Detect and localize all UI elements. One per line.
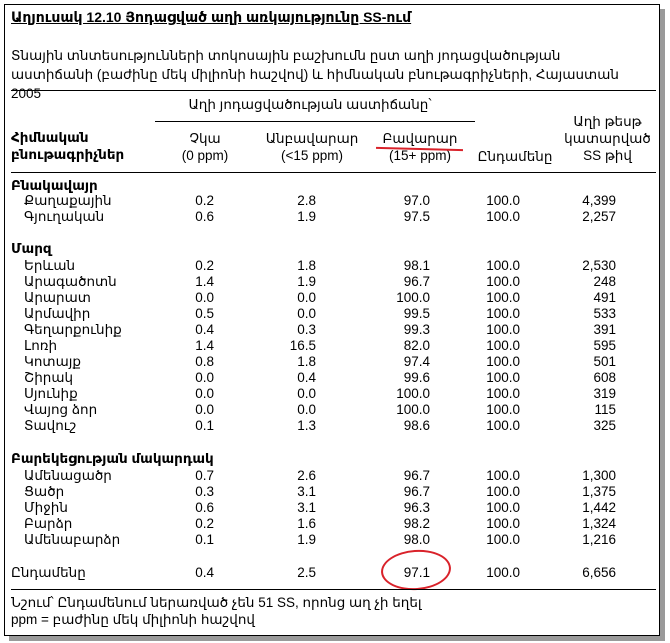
cell-high: 82.0 — [403, 338, 430, 353]
cell-low: 2.6 — [297, 468, 316, 483]
row-name: Քաղաքային — [24, 193, 112, 208]
col-high-line2: (15+ ppm) — [389, 148, 451, 163]
col-count-line1: Աղի թեսթ — [573, 114, 642, 129]
cell-count: 248 — [593, 274, 616, 289]
table-row — [0, 484, 660, 500]
col-high-line1: Բավարար — [382, 131, 458, 146]
cell-count: 115 — [594, 402, 616, 417]
cell-high: 96.7 — [403, 274, 430, 289]
table-row — [0, 402, 660, 418]
cell-high: 97.0 — [403, 193, 430, 208]
cell-none: 0.6 — [195, 500, 214, 515]
cell-total: 100.0 — [486, 418, 520, 433]
row-name: Սյունիք — [24, 386, 78, 401]
cell-count: 501 — [593, 354, 616, 369]
table-row — [0, 209, 660, 225]
cell-total: 100.0 — [486, 500, 520, 515]
cell-high: 98.2 — [403, 516, 430, 531]
row-name: Գեղարքունիք — [24, 322, 122, 337]
cell-total: 100.0 — [486, 370, 520, 385]
cell-low: 3.1 — [297, 484, 316, 499]
cell-total: 100.0 — [486, 258, 520, 273]
cell-count: 4,399 — [582, 193, 616, 208]
section-label-residence: Բնակավայր — [11, 178, 98, 193]
cell-none: 0.0 — [195, 370, 214, 385]
cell-high: 100.0 — [396, 402, 430, 417]
cell-count: 1,300 — [582, 468, 616, 483]
cell-total: 100.0 — [486, 532, 520, 547]
cell-total: 100.0 — [486, 209, 520, 224]
cell-low: 1.3 — [297, 418, 316, 433]
col-low-line1: Անբավարար — [265, 131, 359, 146]
row-name: Ցածր — [24, 484, 65, 499]
cell-low: 0.4 — [297, 370, 316, 385]
cell-low: 1.9 — [297, 274, 316, 289]
table-row — [0, 193, 660, 209]
row-name: Կոտայք — [24, 354, 81, 369]
cell-total: 100.0 — [486, 484, 520, 499]
row-name: Ամենացածր — [24, 468, 112, 483]
cell-low: 0.0 — [297, 402, 316, 417]
row-name: Տավուշ — [24, 418, 77, 433]
table-title: Աղյուսակ 12.10 Յոդացված աղի առկայությունը SS-ում — [11, 9, 412, 25]
row-name: Միջին — [24, 500, 68, 515]
col-count-line3: SS թիվ — [583, 148, 632, 163]
cell-count: 1,442 — [582, 500, 616, 515]
table-row — [0, 258, 660, 274]
cell-low: 1.8 — [297, 354, 316, 369]
cell-high: 99.3 — [403, 322, 430, 337]
cell-none: 1.4 — [195, 338, 214, 353]
table-row — [0, 418, 660, 434]
cell-low: 16.5 — [289, 338, 316, 353]
row-name: Ամենաբարձր — [24, 532, 121, 547]
cell-low: 1.9 — [297, 209, 316, 224]
cell-none: 0.4 — [195, 565, 214, 580]
cell-count: 1,216 — [582, 532, 616, 547]
cell-high: 96.7 — [403, 484, 430, 499]
table-row-total — [0, 565, 660, 581]
col-low-header — [262, 130, 362, 164]
cell-total: 100.0 — [486, 386, 520, 401]
cell-high: 97.1 — [403, 565, 430, 580]
cell-count: 319 — [593, 386, 616, 401]
cell-total: 100.0 — [486, 274, 520, 289]
row-name: Արմավիր — [24, 306, 91, 321]
cell-high: 96.3 — [403, 500, 430, 515]
cell-high: 98.6 — [403, 418, 430, 433]
cell-low: 1.8 — [297, 258, 316, 273]
col-characteristics-header — [11, 129, 124, 163]
table-bottom-rule — [11, 589, 656, 590]
cell-none: 0.2 — [195, 193, 214, 208]
cell-count: 608 — [593, 370, 616, 385]
cell-none: 0.8 — [195, 354, 214, 369]
table-row — [0, 306, 660, 322]
cell-high: 97.4 — [403, 354, 430, 369]
cell-none: 0.3 — [195, 484, 214, 499]
cell-count: 391 — [593, 322, 616, 337]
cell-count: 6,656 — [582, 565, 616, 580]
table-row — [0, 322, 660, 338]
cell-low: 2.8 — [297, 193, 316, 208]
col-none-line1: Չկա — [189, 131, 221, 146]
header-bottom-rule — [11, 172, 656, 173]
cell-none: 0.7 — [195, 468, 214, 483]
col-low-line2: (<15 ppm) — [281, 148, 343, 163]
cell-none: 0.2 — [195, 516, 214, 531]
table-row — [0, 338, 660, 354]
cell-high: 100.0 — [396, 386, 430, 401]
table-row — [0, 386, 660, 402]
cell-none: 0.6 — [195, 209, 214, 224]
table-row — [0, 532, 660, 548]
cell-none: 0.0 — [195, 402, 214, 417]
table-row — [0, 500, 660, 516]
cell-high: 96.7 — [403, 468, 430, 483]
cell-high: 99.6 — [403, 370, 430, 385]
row-name: Արարատ — [24, 290, 91, 305]
row-name: Երևան — [24, 258, 76, 273]
cell-low: 0.3 — [297, 322, 316, 337]
cell-total: 100.0 — [486, 516, 520, 531]
cell-count: 1,375 — [582, 484, 616, 499]
table-row — [0, 468, 660, 484]
table-row — [0, 274, 660, 290]
col-none-line2: (0 ppm) — [181, 148, 229, 163]
col-count-line2: կատարված — [564, 131, 651, 146]
cell-low: 3.1 — [297, 500, 316, 515]
row-name: Գյուղական — [24, 209, 105, 224]
cell-low: 0.0 — [297, 290, 316, 305]
section-label-wealth: Բարեկեցության մակարդակ — [11, 451, 214, 466]
cell-none: 0.2 — [195, 258, 214, 273]
cell-count: 2,257 — [582, 209, 616, 224]
cell-total: 100.0 — [486, 402, 520, 417]
section-label-region: Մարզ — [11, 241, 52, 256]
cell-count: 533 — [593, 306, 616, 321]
cell-high: 100.0 — [396, 290, 430, 305]
cell-count: 2,530 — [582, 258, 616, 273]
col-count-header — [560, 113, 655, 164]
group-header: Աղի յոդացվածության աստիճանը՝ — [188, 97, 432, 112]
cell-total: 100.0 — [486, 565, 520, 580]
col-characteristics-line2: բնութագրիչներ — [11, 147, 125, 162]
footnote-note: Նշում՝ Ընդամենում ներառված չեն 51 SS, որոնց աղ չի եղել — [11, 595, 422, 610]
cell-count: 325 — [593, 418, 616, 433]
row-name: Ընդամենը — [11, 565, 86, 580]
cell-high: 98.1 — [403, 258, 430, 273]
cell-none: 0.4 — [195, 322, 214, 337]
col-characteristics-line1: Հիմնական — [11, 130, 89, 145]
cell-none: 0.0 — [195, 290, 214, 305]
cell-low: 2.5 — [297, 565, 316, 580]
cell-total: 100.0 — [486, 306, 520, 321]
footnote-ppm: ppm = բաժինը մեկ միլիոնի հաշվով — [11, 612, 255, 627]
row-name: Վայոց ձոր — [24, 402, 98, 417]
cell-high: 98.0 — [403, 532, 430, 547]
row-name: Շիրակ — [24, 370, 74, 385]
cell-low: 0.0 — [297, 386, 316, 401]
cell-none: 0.5 — [195, 306, 214, 321]
table-row — [0, 370, 660, 386]
cell-high: 97.5 — [403, 209, 430, 224]
table-row — [0, 290, 660, 306]
row-name: Արագածոտն — [24, 274, 117, 289]
cell-low: 1.9 — [297, 532, 316, 547]
group-header-rule — [155, 121, 475, 122]
col-none-header — [170, 130, 240, 164]
cell-low: 1.6 — [297, 516, 316, 531]
cell-high: 99.5 — [403, 306, 430, 321]
cell-total: 100.0 — [486, 322, 520, 337]
cell-total: 100.0 — [486, 468, 520, 483]
cell-total: 100.0 — [486, 290, 520, 305]
cell-count: 491 — [593, 290, 616, 305]
cell-none: 0.1 — [195, 418, 214, 433]
cell-total: 100.0 — [486, 354, 520, 369]
cell-none: 0.0 — [195, 386, 214, 401]
row-name: Բարձր — [24, 516, 73, 531]
cell-count: 1,324 — [582, 516, 616, 531]
cell-total: 100.0 — [486, 338, 520, 353]
cell-none: 0.1 — [195, 532, 214, 547]
table-row — [0, 516, 660, 532]
cell-count: 595 — [593, 338, 616, 353]
cell-low: 0.0 — [297, 306, 316, 321]
table-subtitle: Տնային տնտեսությունների տոկոսային բաշխումն ըստ աղի յոդացվածության աստիճանի (բաժինը մեկ միլիոնի հաշվով) և հիմնական բնութագրիչների, Հայաստան 2005 — [11, 48, 619, 101]
row-name: Լոռի — [24, 338, 58, 353]
cell-none: 1.4 — [195, 274, 214, 289]
header-top-rule — [11, 90, 656, 91]
col-total-header: Ընդամենը — [477, 149, 553, 164]
table-row — [0, 354, 660, 370]
cell-total: 100.0 — [486, 193, 520, 208]
